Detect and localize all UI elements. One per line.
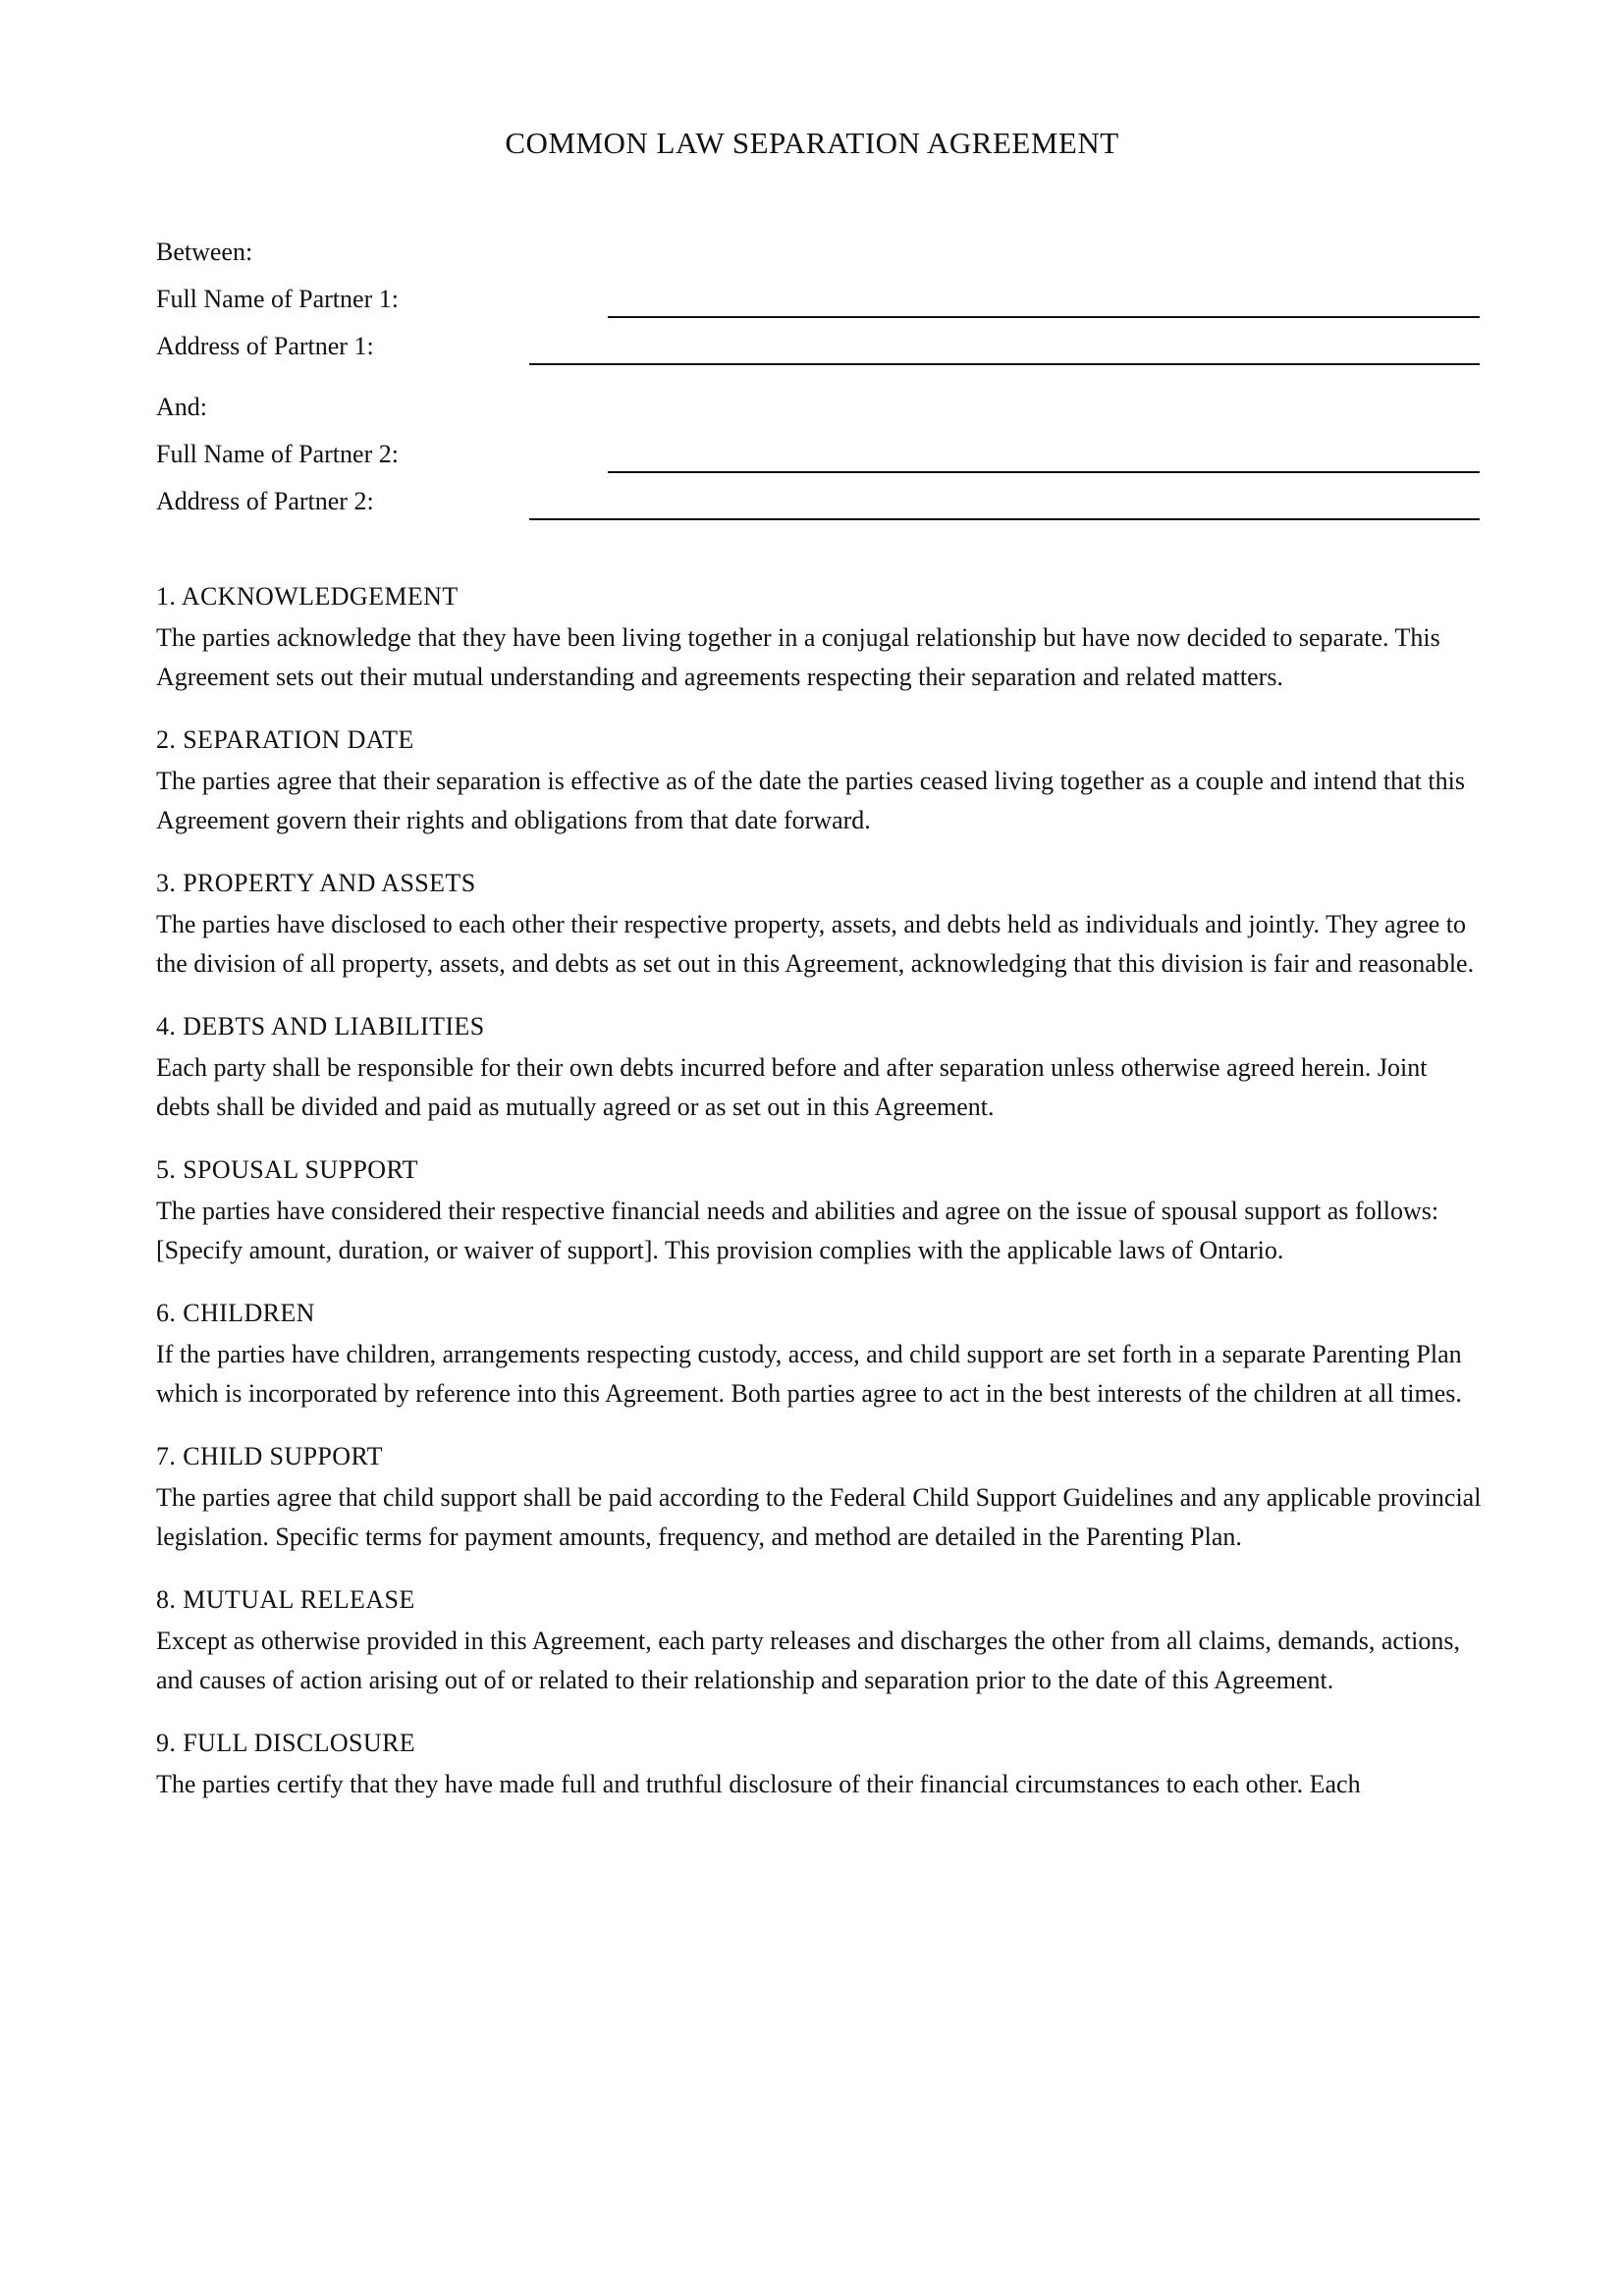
section-debts-and-liabilities [156,1007,1482,1127]
section-full-disclosure [156,1724,1482,1804]
section-separation-date [156,721,1482,840]
section-acknowledgement [156,577,1482,697]
partner1-address-label: Address of Partner 1: [156,332,374,360]
section-property-and-assets [156,864,1482,984]
partner1-address-field[interactable] [529,363,1480,365]
section-heading: 9. FULL DISCLOSURE [156,1729,416,1757]
partner2-address-label: Address of Partner 2: [156,487,374,515]
section-text: Except as otherwise provided in this Agreement, each party releases and discharges the other from all claims, demands, actions, and causes of action arising out of or related to their relationship and separation prior to the date of this Agreement. [156,1627,1460,1694]
section-mutual-release [156,1580,1482,1700]
section-spousal-support [156,1150,1482,1270]
partner1-name-field[interactable] [608,316,1480,318]
section-heading: 1. ACKNOWLEDGEMENT [156,582,459,611]
section-text: The parties agree that their separation is effective as of the date the parties ceased living together as a couple and intend that this Agreement govern their rights and obligations from that date forward. [156,767,1465,834]
section-heading: 6. CHILDREN [156,1299,315,1327]
section-children [156,1294,1482,1414]
section-heading: 3. PROPERTY AND ASSETS [156,869,476,897]
section-heading: 4. DEBTS AND LIABILITIES [156,1012,485,1041]
between-label: Between: [156,238,253,266]
section-text: Each party shall be responsible for their own debts incurred before and after separation unless otherwise agreed herein. Joint debts shall be divided and paid as mutually agreed or as set out in this Agreement. [156,1053,1428,1121]
section-text: If the parties have children, arrangements respecting custody, access, and child support are set forth in a separate Parenting Plan which is incorporated by reference into this Agreement. Both parties agree to act in the best interests of the children at all times. [156,1340,1462,1408]
document-title: COMMON LAW SEPARATION AGREEMENT [505,126,1119,160]
partner2-name-label: Full Name of Partner 2: [156,440,399,468]
partner1-name-label: Full Name of Partner 1: [156,285,399,313]
section-text: The parties have considered their respective financial needs and abilities and agree on the issue of spousal support as follows: [Specify amount, duration, or waiver of support]. This provision complies with the applicable laws of Ontario. [156,1197,1439,1264]
agreement-sections [156,577,1482,1828]
and-label: And: [156,393,207,421]
section-child-support [156,1437,1482,1557]
section-text: The parties acknowledge that they have been living together in a conjugal relationship but have now decided to separate. This Agreement sets out their mutual understanding and agreements respecting their separation and related matters. [156,623,1440,691]
section-heading: 5. SPOUSAL SUPPORT [156,1155,418,1184]
section-text: The parties agree that child support shall be paid according to the Federal Child Support Guidelines and any applicable provincial legislation. Specific terms for payment amounts, frequency, and method are detailed in the Parenting Plan. [156,1483,1482,1551]
partner2-name-field[interactable] [608,471,1480,473]
section-heading: 8. MUTUAL RELEASE [156,1585,415,1614]
section-heading: 2. SEPARATION DATE [156,725,414,754]
section-text: The parties certify that they have made full and truthful disclosure of their financial circumstances to each other. Each [156,1770,1361,1798]
section-heading: 7. CHILD SUPPORT [156,1442,383,1470]
section-text: The parties have disclosed to each other their respective property, assets, and debts held as individuals and jointly. They agree to the division of all property, assets, and debts as set out in this Agreement, acknowledging that this division is fair and reasonable. [156,910,1475,978]
partner2-address-field[interactable] [529,518,1480,520]
parties-block [156,236,1478,530]
